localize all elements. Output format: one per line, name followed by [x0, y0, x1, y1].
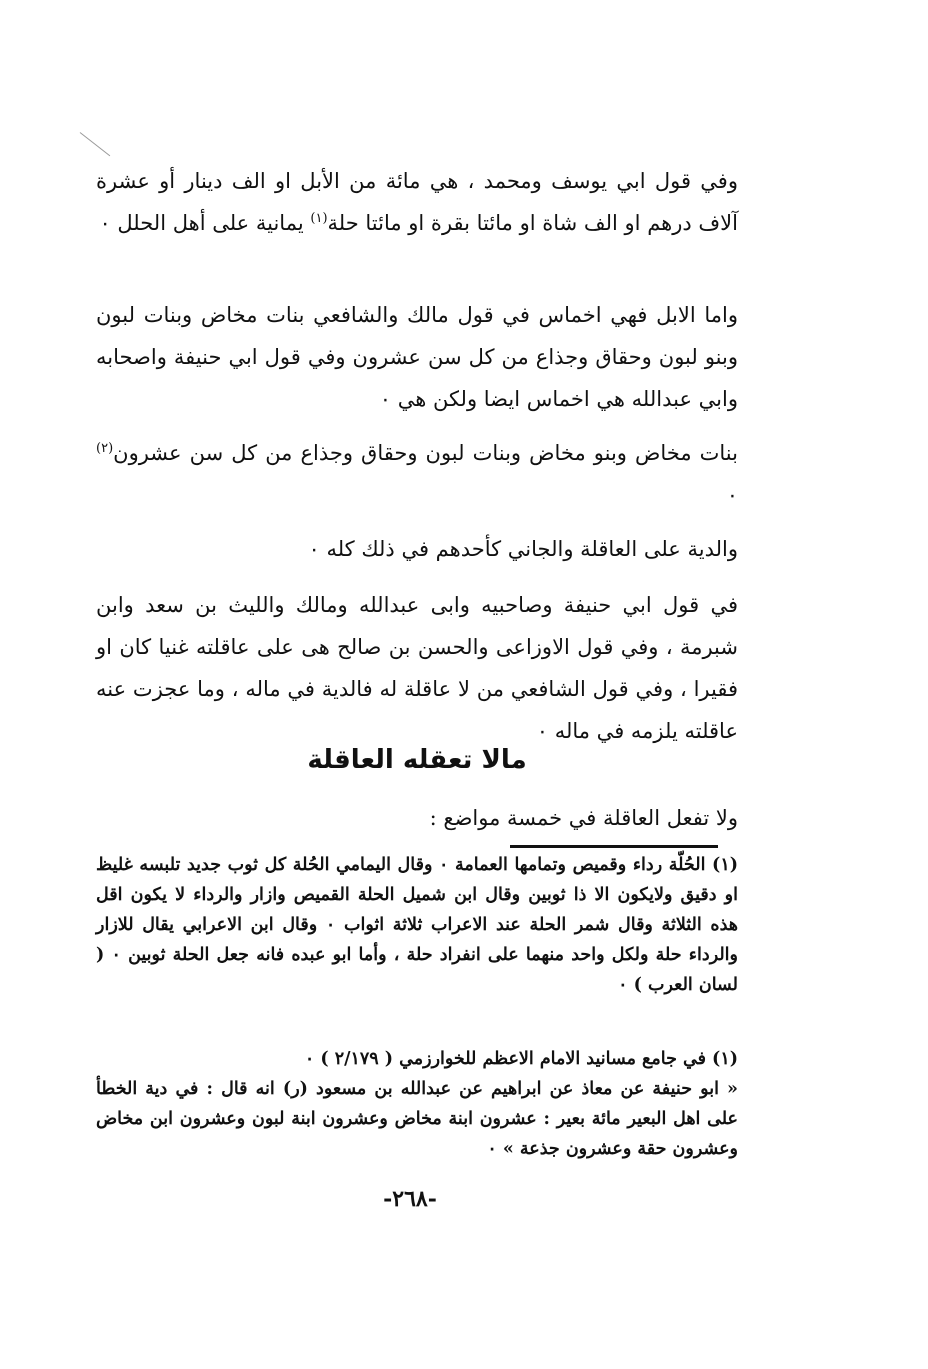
footnote-1 — [96, 850, 738, 1000]
section-intro: ولا تفعل العاقلة في خمسة مواضع : — [429, 806, 738, 830]
footnote-2 — [96, 1044, 738, 1074]
footnote-2-quote — [96, 1074, 738, 1164]
footnote-ref: (٢) — [96, 441, 114, 456]
paragraph-diya-camels — [96, 160, 738, 244]
footnote-text: في جامع مسانيد الامام الاعظم للخوارزمي ( ٢/١٧٩ ) ٠ — [304, 1049, 706, 1069]
section-heading: مالا تعقله العاقلة — [307, 745, 527, 775]
paragraph-camel-types — [96, 432, 738, 516]
paragraph-aqila-jani — [96, 528, 738, 570]
footnote-ref: (١) — [310, 211, 328, 226]
footnote-divider — [510, 845, 718, 848]
paragraph-camel-fifths — [96, 294, 738, 420]
paragraph-text: وفي قول ابي يوسف ومحمد ، هي مائة من الأبل او الف دينار أو عشرة آلاف درهم او الف شاة او مائتا بقرة او مائتا حلة — [96, 169, 738, 235]
paragraph-text: والدية على العاقلة والجاني كأحدهم في ذلك كله ٠ — [308, 537, 738, 561]
paragraph-scholars-opinions — [96, 584, 738, 752]
footnote-marker: (١) — [712, 855, 739, 875]
scan-artifact-line — [80, 132, 111, 156]
paragraph-text: واما الابل فهي اخماس في قول مالك والشافعي بنات مخاض وبنات لبون وبنو لبون وحقاق وجذاع من كل سن عشرون وفي قول ابي حنيفة واصحابه وابي عبدالله هي اخماس ايضا ولكن هي ٠ — [96, 303, 738, 411]
footnote-quote-text: « ابو حنيفة عن معاذ عن ابراهيم عن عبدالله بن مسعود (ر) انه قال : في دية الخطأ على اهل البعير مائة بعير : عشرون ابنة مخاض وعشرون ابنة لبون وعشرون ابن مخاض وعشرون حقة وعشرون جذعة » ٠ — [96, 1079, 738, 1159]
footnote-marker: (١) — [712, 1049, 738, 1069]
footnote-text: الحُلّة رداء وقميص وتمامها العمامة ٠ وقال اليمامي الحُلة كل ثوب جديد تلبسه غليظ او دقيق ولايكون الا ذا ثوبين وقال ابن شميل الحلة القميص وازار والرداء لا يكون اقل هذه الثلاثة وقال شمر الحلة عند الاعراب ثلاثة اثواب ٠ وقال ابن الاعرابي يقال للازار والرداء حلة ولكل واحد منهما على انفراد حلة ، وأما ابو عبده فانه جعل الحلة ثوبين ٠ ( لسان العرب ) ٠ — [96, 855, 738, 995]
paragraph-text-end: يمانية على أهل الحلل ٠ — [99, 211, 304, 235]
paragraph-text-end: ٠ — [726, 483, 738, 507]
paragraph-text: بنات مخاض وبنو مخاض وبنات لبون وحقاق وجذاع من كل سن عشرون — [113, 441, 738, 465]
paragraph-text: في قول ابي حنيفة وصاحبيه وابى عبدالله ومالك والليث بن سعد وابن شبرمة ، وفي قول الاوزاعى والحسن بن صالح هى على عاقلته غنيا كان او فقيرا ، وفي قول الشافعي من لا عاقلة له فالدية في ماله ، وما عجزت عنه عاقلته يلزمه في ماله ٠ — [96, 593, 738, 743]
page-number: -٢٦٨- — [383, 1186, 437, 1212]
